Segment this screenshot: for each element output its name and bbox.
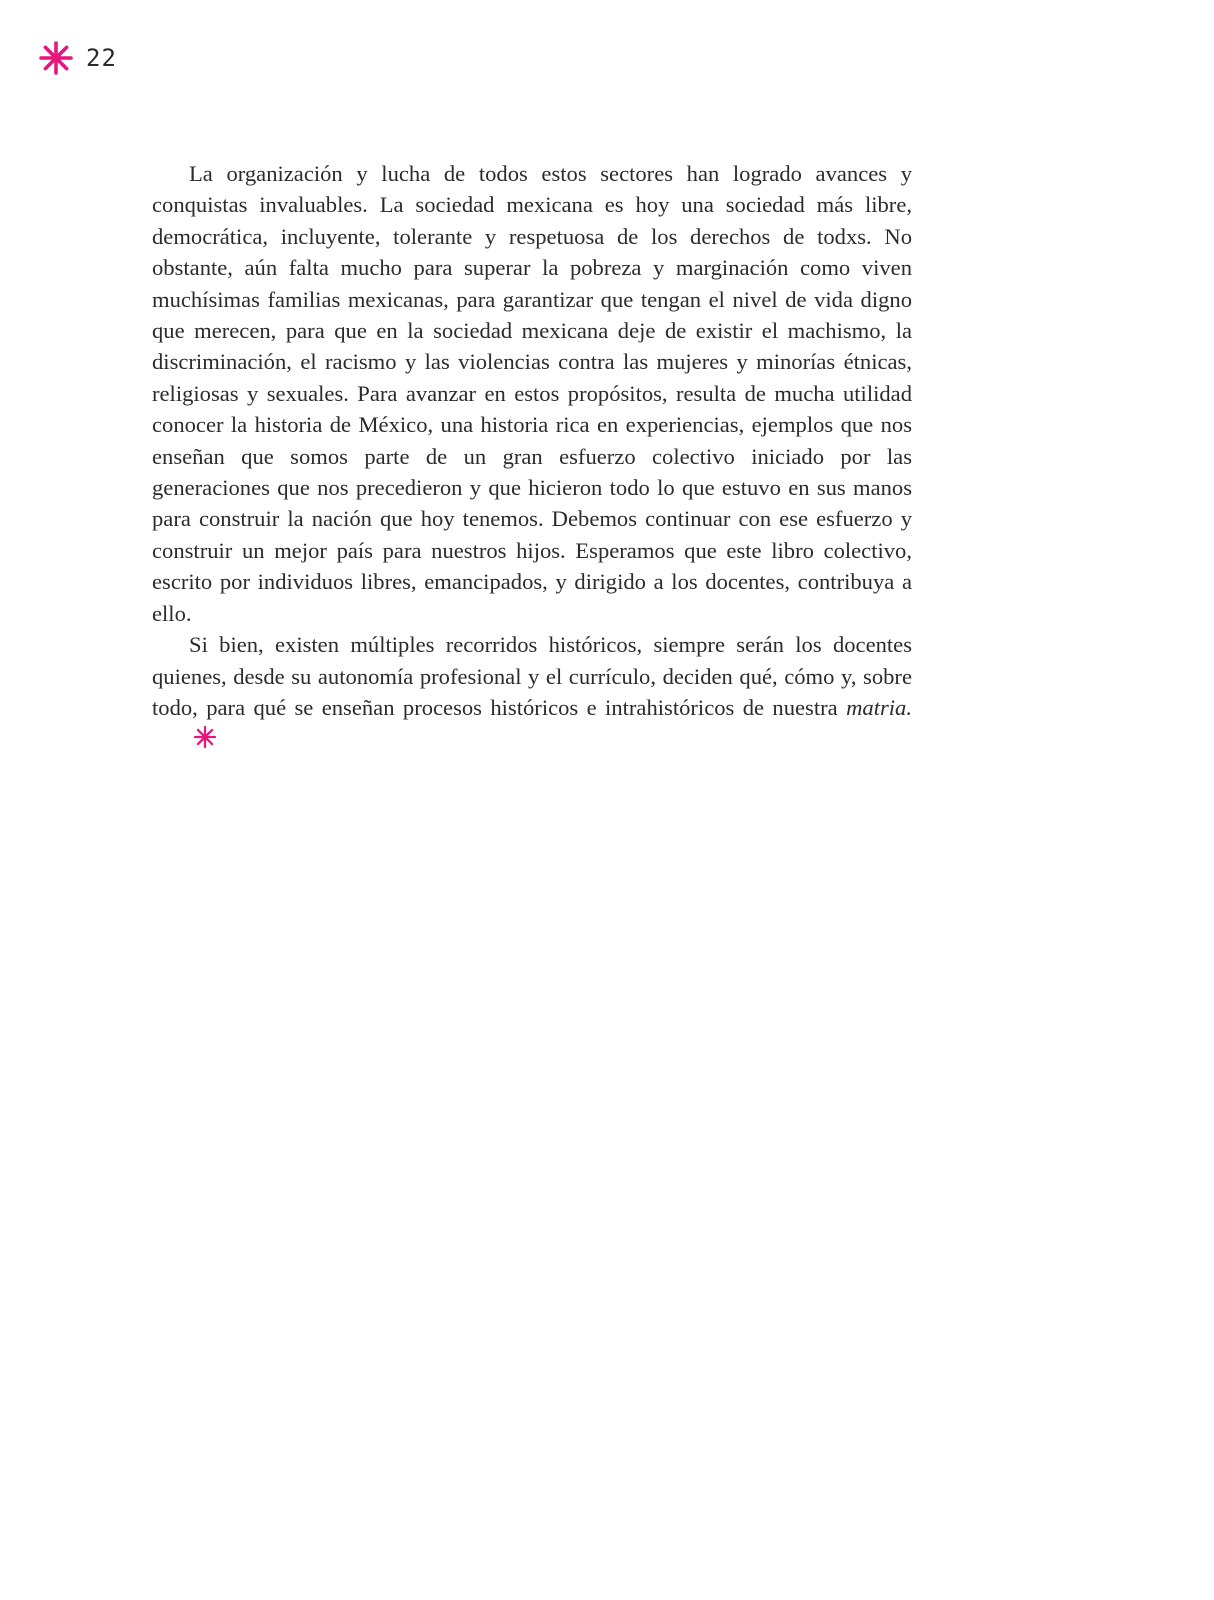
- end-asterisk-icon: [156, 725, 217, 757]
- paragraph-2-text: Si bien, existen múltiples recorridos históricos, siempre serán los docentes quienes, desde su autonomía profesional y el currículo, deciden qué, cómo y, sobre todo, para qué se enseñan procesos históricos e intrahistóricos de nuestra: [152, 632, 912, 720]
- page-header: [38, 40, 117, 76]
- asterisk-flower-icon: [38, 40, 74, 76]
- paragraph-2: [152, 629, 912, 758]
- paragraph-1: La organización y lucha de todos estos sectores han logrado avances y conquistas invaluables. La sociedad mexicana es hoy una sociedad más libre, democrática, incluyente, tolerante y respetuosa de los derechos de todxs. No obstante, aún falta mucho para superar la pobreza y marginación como viven muchísimas familias mexicanas, para garantizar que tengan el nivel de vida digno que merecen, para que en la sociedad mexicana deje de existir el machismo, la discriminación, el racismo y las violencias contra las mujeres y minorías étnicas, religiosas y sexuales. Para avanzar en estos propósitos, resulta de mucha utilidad conocer la historia de México, una historia rica en experiencias, ejemplos que nos enseñan que somos parte de un gran esfuerzo colectivo iniciado por las generaciones que nos precedieron y que hicieron todo lo que estuvo en sus manos para construir la nación que hoy tenemos. Debemos continuar con ese esfuerzo y construir un mejor país para nuestros hijos. Esperamos que este libro colectivo, escrito por individuos libres, emancipados, y dirigido a los docentes, contribuya a ello.: [152, 161, 912, 626]
- paragraph-2-italic: matria.: [846, 694, 912, 720]
- body-text: [152, 158, 912, 758]
- page-number: 22: [86, 44, 117, 72]
